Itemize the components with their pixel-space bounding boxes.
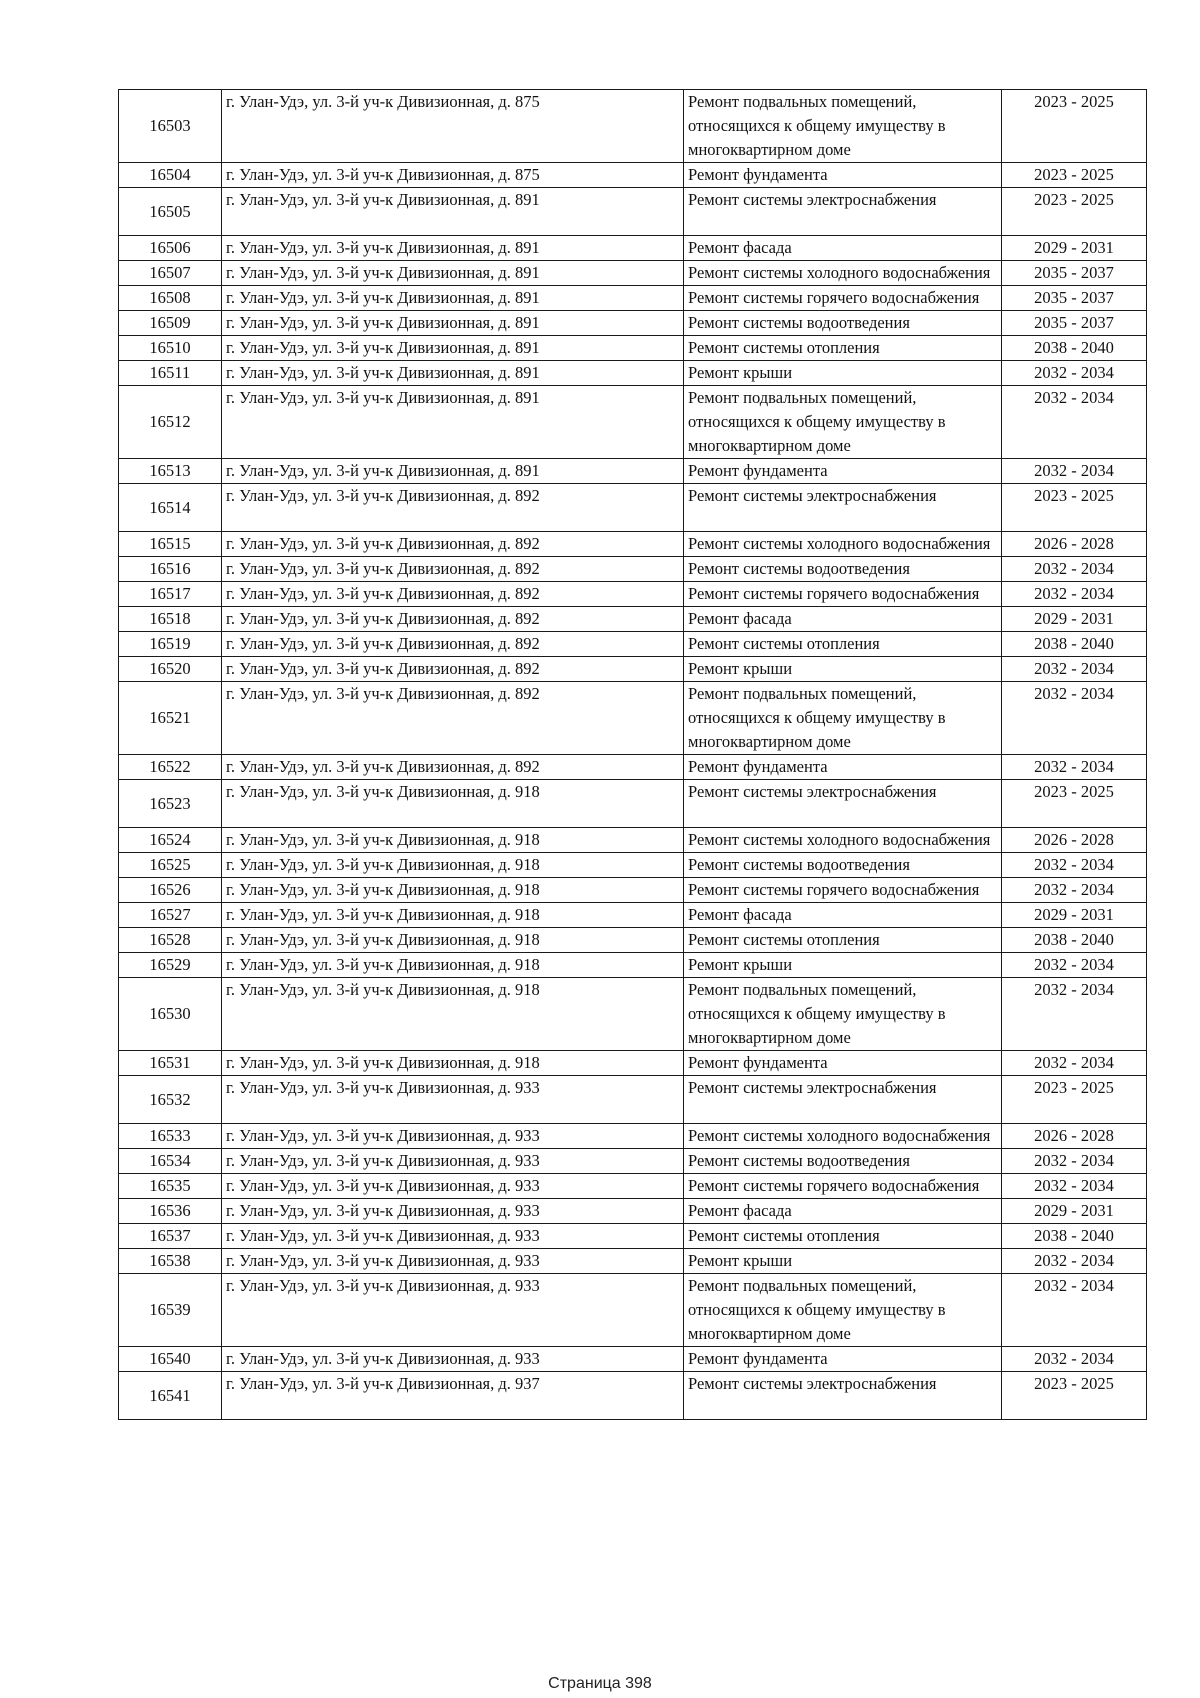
address-cell: г. Улан-Удэ, ул. 3-й уч-к Дивизионная, д. 918 <box>222 978 684 1051</box>
address-cell: г. Улан-Удэ, ул. 3-й уч-к Дивизионная, д. 875 <box>222 163 684 188</box>
period-cell: 2032 - 2034 <box>1002 657 1147 682</box>
work-type-cell: Ремонт фасада <box>684 903 1002 928</box>
work-type-cell: Ремонт крыши <box>684 361 1002 386</box>
row-number-cell: 16520 <box>119 657 222 682</box>
period-cell: 2032 - 2034 <box>1002 682 1147 755</box>
period-cell: 2032 - 2034 <box>1002 853 1147 878</box>
work-type-cell: Ремонт системы холодного водоснабжения <box>684 532 1002 557</box>
address-cell: г. Улан-Удэ, ул. 3-й уч-к Дивизионная, д. 891 <box>222 336 684 361</box>
work-type-cell: Ремонт системы водоотведения <box>684 853 1002 878</box>
row-number-cell: 16527 <box>119 903 222 928</box>
table-row <box>119 1174 1147 1199</box>
address-cell: г. Улан-Удэ, ул. 3-й уч-к Дивизионная, д. 933 <box>222 1149 684 1174</box>
row-number-cell: 16513 <box>119 459 222 484</box>
work-type-cell: Ремонт системы электроснабжения <box>684 1372 1002 1420</box>
work-type-cell: Ремонт подвальных помещений, относящихся к общему имуществу в многоквартирном доме <box>684 978 1002 1051</box>
period-cell: 2032 - 2034 <box>1002 361 1147 386</box>
period-cell: 2023 - 2025 <box>1002 780 1147 828</box>
address-cell: г. Улан-Удэ, ул. 3-й уч-к Дивизионная, д. 892 <box>222 682 684 755</box>
work-type-cell: Ремонт фундамента <box>684 459 1002 484</box>
row-number-cell: 16533 <box>119 1124 222 1149</box>
period-cell: 2032 - 2034 <box>1002 1249 1147 1274</box>
table-row <box>119 532 1147 557</box>
period-cell: 2032 - 2034 <box>1002 878 1147 903</box>
work-type-cell: Ремонт фундамента <box>684 163 1002 188</box>
row-number-cell: 16535 <box>119 1174 222 1199</box>
work-type-cell: Ремонт системы электроснабжения <box>684 484 1002 532</box>
row-number-cell: 16503 <box>119 90 222 163</box>
period-cell: 2032 - 2034 <box>1002 953 1147 978</box>
table-row <box>119 163 1147 188</box>
row-number-cell: 16512 <box>119 386 222 459</box>
page-number: Страница 398 <box>548 1675 652 1692</box>
work-type-cell: Ремонт системы горячего водоснабжения <box>684 1174 1002 1199</box>
table-row <box>119 1224 1147 1249</box>
row-number-cell: 16529 <box>119 953 222 978</box>
row-number-cell: 16510 <box>119 336 222 361</box>
table-row <box>119 928 1147 953</box>
address-cell: г. Улан-Удэ, ул. 3-й уч-к Дивизионная, д. 891 <box>222 236 684 261</box>
row-number-cell: 16523 <box>119 780 222 828</box>
period-cell: 2023 - 2025 <box>1002 484 1147 532</box>
period-cell: 2038 - 2040 <box>1002 632 1147 657</box>
row-number-cell: 16517 <box>119 582 222 607</box>
row-number-cell: 16534 <box>119 1149 222 1174</box>
row-number-cell: 16508 <box>119 286 222 311</box>
address-cell: г. Улан-Удэ, ул. 3-й уч-к Дивизионная, д. 891 <box>222 286 684 311</box>
period-cell: 2032 - 2034 <box>1002 1347 1147 1372</box>
period-cell: 2023 - 2025 <box>1002 188 1147 236</box>
row-number-cell: 16507 <box>119 261 222 286</box>
address-cell: г. Улан-Удэ, ул. 3-й уч-к Дивизионная, д. 892 <box>222 657 684 682</box>
work-type-cell: Ремонт системы холодного водоснабжения <box>684 1124 1002 1149</box>
table-row <box>119 484 1147 532</box>
table-row <box>119 978 1147 1051</box>
work-type-cell: Ремонт системы холодного водоснабжения <box>684 261 1002 286</box>
table-row <box>119 1199 1147 1224</box>
address-cell: г. Улан-Удэ, ул. 3-й уч-к Дивизионная, д. 918 <box>222 828 684 853</box>
table-row <box>119 953 1147 978</box>
address-cell: г. Улан-Удэ, ул. 3-й уч-к Дивизионная, д. 918 <box>222 1051 684 1076</box>
period-cell: 2035 - 2037 <box>1002 261 1147 286</box>
work-type-cell: Ремонт системы электроснабжения <box>684 1076 1002 1124</box>
row-number-cell: 16521 <box>119 682 222 755</box>
row-number-cell: 16539 <box>119 1274 222 1347</box>
period-cell: 2029 - 2031 <box>1002 236 1147 261</box>
table-row <box>119 336 1147 361</box>
address-cell: г. Улан-Удэ, ул. 3-й уч-к Дивизионная, д. 891 <box>222 386 684 459</box>
work-type-cell: Ремонт фасада <box>684 1199 1002 1224</box>
row-number-cell: 16541 <box>119 1372 222 1420</box>
period-cell: 2032 - 2034 <box>1002 582 1147 607</box>
row-number-cell: 16525 <box>119 853 222 878</box>
work-type-cell: Ремонт крыши <box>684 657 1002 682</box>
period-cell: 2038 - 2040 <box>1002 928 1147 953</box>
row-number-cell: 16504 <box>119 163 222 188</box>
table-row <box>119 459 1147 484</box>
row-number-cell: 16522 <box>119 755 222 780</box>
period-cell: 2026 - 2028 <box>1002 532 1147 557</box>
row-number-cell: 16531 <box>119 1051 222 1076</box>
address-cell: г. Улан-Удэ, ул. 3-й уч-к Дивизионная, д. 875 <box>222 90 684 163</box>
row-number-cell: 16537 <box>119 1224 222 1249</box>
row-number-cell: 16524 <box>119 828 222 853</box>
row-number-cell: 16530 <box>119 978 222 1051</box>
address-cell: г. Улан-Удэ, ул. 3-й уч-к Дивизионная, д. 933 <box>222 1076 684 1124</box>
row-number-cell: 16538 <box>119 1249 222 1274</box>
row-number-cell: 16528 <box>119 928 222 953</box>
address-cell: г. Улан-Удэ, ул. 3-й уч-к Дивизионная, д. 918 <box>222 953 684 978</box>
table-row <box>119 780 1147 828</box>
table-row <box>119 1124 1147 1149</box>
address-cell: г. Улан-Удэ, ул. 3-й уч-к Дивизионная, д. 892 <box>222 582 684 607</box>
address-cell: г. Улан-Удэ, ул. 3-й уч-к Дивизионная, д. 933 <box>222 1249 684 1274</box>
work-type-cell: Ремонт системы холодного водоснабжения <box>684 828 1002 853</box>
address-cell: г. Улан-Удэ, ул. 3-й уч-к Дивизионная, д. 891 <box>222 459 684 484</box>
address-cell: г. Улан-Удэ, ул. 3-й уч-к Дивизионная, д. 933 <box>222 1199 684 1224</box>
address-cell: г. Улан-Удэ, ул. 3-й уч-к Дивизионная, д. 933 <box>222 1124 684 1149</box>
work-type-cell: Ремонт системы водоотведения <box>684 311 1002 336</box>
address-cell: г. Улан-Удэ, ул. 3-й уч-к Дивизионная, д. 892 <box>222 484 684 532</box>
table-row <box>119 188 1147 236</box>
period-cell: 2032 - 2034 <box>1002 557 1147 582</box>
table-row <box>119 755 1147 780</box>
period-cell: 2038 - 2040 <box>1002 336 1147 361</box>
work-type-cell: Ремонт подвальных помещений, относящихся к общему имуществу в многоквартирном доме <box>684 1274 1002 1347</box>
address-cell: г. Улан-Удэ, ул. 3-й уч-к Дивизионная, д. 918 <box>222 903 684 928</box>
work-type-cell: Ремонт системы горячего водоснабжения <box>684 286 1002 311</box>
work-type-cell: Ремонт системы горячего водоснабжения <box>684 582 1002 607</box>
table-body <box>119 90 1147 1420</box>
row-number-cell: 16518 <box>119 607 222 632</box>
period-cell: 2032 - 2034 <box>1002 459 1147 484</box>
address-cell: г. Улан-Удэ, ул. 3-й уч-к Дивизионная, д. 937 <box>222 1372 684 1420</box>
table-row <box>119 361 1147 386</box>
table-row <box>119 1249 1147 1274</box>
row-number-cell: 16540 <box>119 1347 222 1372</box>
work-type-cell: Ремонт крыши <box>684 953 1002 978</box>
row-number-cell: 16506 <box>119 236 222 261</box>
work-type-cell: Ремонт фасада <box>684 607 1002 632</box>
period-cell: 2026 - 2028 <box>1002 1124 1147 1149</box>
work-type-cell: Ремонт фундамента <box>684 1347 1002 1372</box>
work-type-cell: Ремонт фасада <box>684 236 1002 261</box>
table-row <box>119 828 1147 853</box>
table-row <box>119 557 1147 582</box>
address-cell: г. Улан-Удэ, ул. 3-й уч-к Дивизионная, д. 891 <box>222 361 684 386</box>
address-cell: г. Улан-Удэ, ул. 3-й уч-к Дивизионная, д. 918 <box>222 780 684 828</box>
table-row <box>119 582 1147 607</box>
work-type-cell: Ремонт системы отопления <box>684 632 1002 657</box>
address-cell: г. Улан-Удэ, ул. 3-й уч-к Дивизионная, д. 892 <box>222 632 684 657</box>
table-row <box>119 632 1147 657</box>
period-cell: 2032 - 2034 <box>1002 386 1147 459</box>
period-cell: 2035 - 2037 <box>1002 311 1147 336</box>
row-number-cell: 16509 <box>119 311 222 336</box>
table-row <box>119 682 1147 755</box>
work-type-cell: Ремонт подвальных помещений, относящихся к общему имуществу в многоквартирном доме <box>684 386 1002 459</box>
period-cell: 2029 - 2031 <box>1002 607 1147 632</box>
work-type-cell: Ремонт системы отопления <box>684 928 1002 953</box>
table-row <box>119 90 1147 163</box>
period-cell: 2038 - 2040 <box>1002 1224 1147 1249</box>
table-row <box>119 286 1147 311</box>
work-type-cell: Ремонт системы водоотведения <box>684 557 1002 582</box>
work-type-cell: Ремонт системы горячего водоснабжения <box>684 878 1002 903</box>
table-row <box>119 1274 1147 1347</box>
table-row <box>119 1149 1147 1174</box>
table-row <box>119 878 1147 903</box>
work-type-cell: Ремонт системы водоотведения <box>684 1149 1002 1174</box>
period-cell: 2032 - 2034 <box>1002 978 1147 1051</box>
row-number-cell: 16536 <box>119 1199 222 1224</box>
period-cell: 2023 - 2025 <box>1002 1372 1147 1420</box>
row-number-cell: 16515 <box>119 532 222 557</box>
work-type-cell: Ремонт системы электроснабжения <box>684 780 1002 828</box>
table-row <box>119 236 1147 261</box>
address-cell: г. Улан-Удэ, ул. 3-й уч-к Дивизионная, д. 933 <box>222 1347 684 1372</box>
address-cell: г. Улан-Удэ, ул. 3-й уч-к Дивизионная, д. 891 <box>222 261 684 286</box>
period-cell: 2029 - 2031 <box>1002 1199 1147 1224</box>
table-row <box>119 311 1147 336</box>
address-cell: г. Улан-Удэ, ул. 3-й уч-к Дивизионная, д. 892 <box>222 607 684 632</box>
address-cell: г. Улан-Удэ, ул. 3-й уч-к Дивизионная, д. 892 <box>222 755 684 780</box>
row-number-cell: 16511 <box>119 361 222 386</box>
work-type-cell: Ремонт фундамента <box>684 755 1002 780</box>
address-cell: г. Улан-Удэ, ул. 3-й уч-к Дивизионная, д. 918 <box>222 928 684 953</box>
table-row <box>119 657 1147 682</box>
row-number-cell: 16519 <box>119 632 222 657</box>
address-cell: г. Улан-Удэ, ул. 3-й уч-к Дивизионная, д. 918 <box>222 853 684 878</box>
period-cell: 2032 - 2034 <box>1002 1149 1147 1174</box>
row-number-cell: 16526 <box>119 878 222 903</box>
work-type-cell: Ремонт крыши <box>684 1249 1002 1274</box>
period-cell: 2023 - 2025 <box>1002 163 1147 188</box>
address-cell: г. Улан-Удэ, ул. 3-й уч-к Дивизионная, д. 918 <box>222 878 684 903</box>
period-cell: 2023 - 2025 <box>1002 90 1147 163</box>
period-cell: 2026 - 2028 <box>1002 828 1147 853</box>
address-cell: г. Улан-Удэ, ул. 3-й уч-к Дивизионная, д. 892 <box>222 557 684 582</box>
address-cell: г. Улан-Удэ, ул. 3-й уч-к Дивизионная, д. 891 <box>222 188 684 236</box>
address-cell: г. Улан-Удэ, ул. 3-й уч-к Дивизионная, д. 892 <box>222 532 684 557</box>
row-number-cell: 16514 <box>119 484 222 532</box>
work-type-cell: Ремонт подвальных помещений, относящихся к общему имуществу в многоквартирном доме <box>684 682 1002 755</box>
table-row <box>119 903 1147 928</box>
period-cell: 2023 - 2025 <box>1002 1076 1147 1124</box>
table-row <box>119 853 1147 878</box>
address-cell: г. Улан-Удэ, ул. 3-й уч-к Дивизионная, д. 933 <box>222 1274 684 1347</box>
address-cell: г. Улан-Удэ, ул. 3-й уч-к Дивизионная, д. 933 <box>222 1224 684 1249</box>
period-cell: 2032 - 2034 <box>1002 755 1147 780</box>
table-row <box>119 1076 1147 1124</box>
work-type-cell: Ремонт системы электроснабжения <box>684 188 1002 236</box>
row-number-cell: 16505 <box>119 188 222 236</box>
address-cell: г. Улан-Удэ, ул. 3-й уч-к Дивизионная, д. 891 <box>222 311 684 336</box>
period-cell: 2035 - 2037 <box>1002 286 1147 311</box>
table-row <box>119 261 1147 286</box>
table-row <box>119 386 1147 459</box>
work-type-cell: Ремонт системы отопления <box>684 1224 1002 1249</box>
period-cell: 2029 - 2031 <box>1002 903 1147 928</box>
work-type-cell: Ремонт подвальных помещений, относящихся к общему имуществу в многоквартирном доме <box>684 90 1002 163</box>
table-row <box>119 1051 1147 1076</box>
work-type-cell: Ремонт фундамента <box>684 1051 1002 1076</box>
period-cell: 2032 - 2034 <box>1002 1174 1147 1199</box>
work-type-cell: Ремонт системы отопления <box>684 336 1002 361</box>
period-cell: 2032 - 2034 <box>1002 1274 1147 1347</box>
row-number-cell: 16516 <box>119 557 222 582</box>
table-row <box>119 1347 1147 1372</box>
table-row <box>119 607 1147 632</box>
repair-schedule-table <box>118 89 1147 1420</box>
row-number-cell: 16532 <box>119 1076 222 1124</box>
address-cell: г. Улан-Удэ, ул. 3-й уч-к Дивизионная, д. 933 <box>222 1174 684 1199</box>
period-cell: 2032 - 2034 <box>1002 1051 1147 1076</box>
table-row <box>119 1372 1147 1420</box>
